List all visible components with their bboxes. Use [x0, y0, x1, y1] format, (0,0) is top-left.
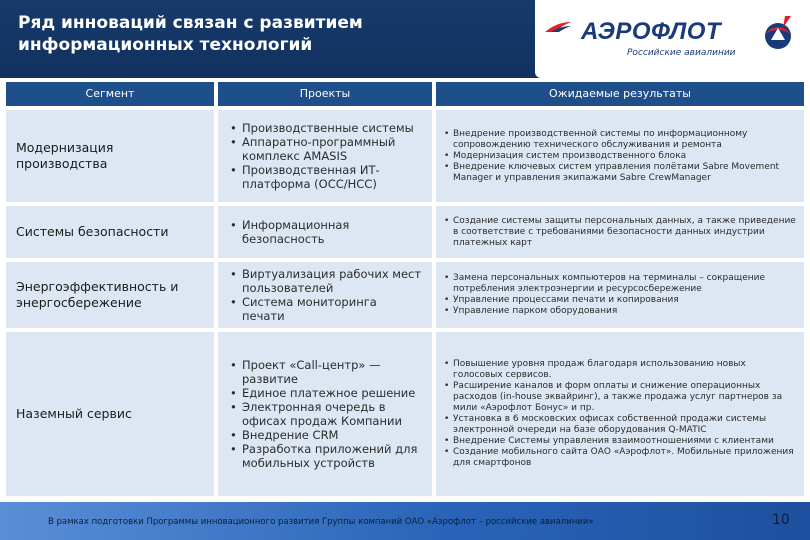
table-row-results [436, 110, 804, 202]
slide-header [0, 0, 810, 78]
segment-label: Наземный сервис [16, 406, 132, 421]
column-header-projects: Проекты [218, 82, 432, 106]
table-row-segment [6, 262, 214, 328]
result-item: • Внедрение производственной системы по информационному сопровождению технического обслуживания и ремонта [444, 129, 796, 151]
project-item: • Проект «Call-центр» — развитие [228, 358, 422, 386]
wing-icon [543, 20, 573, 34]
emblem-icon [761, 14, 795, 54]
footer-text: В рамках подготовки Программы инновационного развития Группы компаний ОАО «Аэрофлот – российские авиалинии» [48, 517, 594, 527]
project-item: • Электронная очередь в офисах продаж Компании [228, 400, 422, 428]
column-header-segment: Сегмент [6, 82, 214, 106]
project-item: • Система мониторинга печати [228, 295, 422, 323]
result-item: • Расширение каналов и форм оплаты и снижение операционных расходов (in-house эквайринг), а также продажа услуг партнеров за мили «Аэрофлот Бонус» и пр. [444, 381, 796, 414]
table-row-results [436, 332, 804, 496]
project-item: • Единое платежное решение [228, 386, 422, 400]
column-header-results: Ожидаемые результаты [436, 82, 804, 106]
project-item: • Аппаратно-программный комплекс AMASIS [228, 135, 422, 163]
table-row-projects [218, 262, 432, 328]
project-item: • Производственные системы [228, 121, 422, 135]
segment-label: Системы безопасности [16, 224, 169, 239]
result-item: • Повышение уровня продаж благодаря использованию новых голосовых сервисов. [444, 359, 796, 381]
table-row-projects [218, 332, 432, 496]
project-item: • Информационная безопасность [228, 218, 422, 246]
segment-label: Модернизация производства [16, 140, 114, 171]
result-item: • Модернизация систем производственного блока [444, 151, 796, 162]
logo-wordmark: АЭРОФЛОТ [581, 18, 722, 45]
page-number: 10 [772, 512, 790, 528]
project-item: • Производственная ИТ-платформа (OCC/HCC) [228, 163, 422, 191]
segment-label: Энергоэффективность и энергосбережение [16, 279, 179, 310]
table-row-results [436, 262, 804, 328]
slide-footer [0, 502, 810, 540]
result-item: • Замена персональных компьютеров на терминалы – сокращение потребления электроэнергии и ресурсосбережение [444, 273, 796, 295]
table-row-segment [6, 206, 214, 258]
aeroflot-logo [535, 0, 810, 78]
table-row-results [436, 206, 804, 258]
result-item: • Внедрение ключевых систем управления полётами Sabre Movement Manager и управления экипажами Sabre CrewManager [444, 162, 796, 184]
table-row-projects [218, 110, 432, 202]
project-item: • Виртуализация рабочих мест пользователей [228, 267, 422, 295]
table-row-segment [6, 110, 214, 202]
result-item: • Создание мобильного сайта ОАО «Аэрофлот». Мобильные приложения для смартфонов [444, 447, 796, 469]
table-row-projects [218, 206, 432, 258]
slide-title: Ряд инноваций связан с развитием информационных технологий [18, 13, 363, 55]
result-item: • Управление процессами печати и копирования [444, 295, 796, 306]
result-item: • Управление парком оборудования [444, 306, 796, 317]
project-item: • Разработка приложений для мобильных устройств [228, 442, 422, 470]
project-item: • Внедрение CRM [228, 428, 422, 442]
result-item: • Создание системы защиты персональных данных, а также приведение в соответствие с требованиями безопасности данных индустрии платежных карт [444, 216, 796, 249]
table-row-segment [6, 332, 214, 496]
result-item: • Установка в 6 московских офисах собственной продажи системы электронной очереди на базе оборудования Q-MATIC [444, 414, 796, 436]
result-item: • Внедрение Системы управления взаимоотношениями с клиентами [444, 436, 796, 447]
logo-subtitle: Российские авиалинии [627, 48, 736, 58]
